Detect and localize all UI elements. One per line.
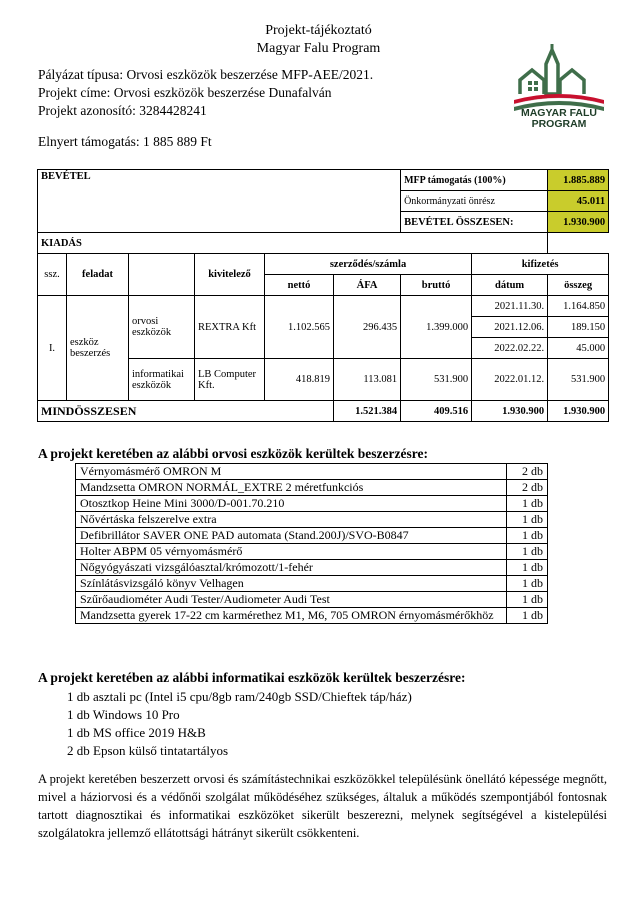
it-devices-list — [67, 688, 412, 760]
project-meta — [38, 66, 373, 120]
item-contractor: LB Computer Kft. — [195, 359, 265, 401]
list-item: 1 db asztali pc (Intel i5 cpu/8gb ram/240gb SSD/Chieftek táp/ház) — [67, 689, 412, 704]
device-name: Vérnyomásmérő OMRON M — [76, 464, 507, 480]
table-row — [76, 560, 548, 576]
grand-total-net: 1.521.384 — [334, 401, 401, 422]
item-category: orvosi eszközök — [129, 296, 195, 359]
finance-table — [37, 169, 609, 422]
device-qty: 1 db — [507, 512, 548, 528]
device-qty: 2 db — [507, 464, 548, 480]
col-brutto: bruttó — [401, 275, 472, 296]
payment-date: 2022.02.22. — [472, 338, 548, 359]
device-qty: 2 db — [507, 480, 548, 496]
village-icon — [514, 44, 604, 111]
device-qty: 1 db — [507, 608, 548, 624]
revenue-row-value: 45.011 — [548, 191, 609, 212]
expense-label: KIADÁS — [38, 233, 548, 254]
col-feladat: feladat — [67, 254, 129, 296]
medical-heading: A projekt keretében az alábbi orvosi eszközök kerültek beszerzésre: — [38, 446, 428, 461]
payment-date: 2021.11.30. — [472, 296, 548, 317]
device-name: Színlátásvizsgáló könyv Velhagen — [76, 576, 507, 592]
item-net: 418.819 — [265, 359, 334, 401]
col-osszeg: összeg — [548, 275, 609, 296]
device-qty: 1 db — [507, 576, 548, 592]
table-row — [76, 464, 548, 480]
medical-devices-table — [75, 463, 548, 624]
table-row — [76, 608, 548, 624]
revenue-row-label: MFP támogatás (100%) — [401, 170, 548, 191]
item-net: 1.102.565 — [265, 296, 334, 359]
header-row-1 — [38, 254, 609, 275]
item-gross: 531.900 — [401, 359, 472, 401]
device-name: Nővértáska felszerelve extra — [76, 512, 507, 528]
awarded-support: Elnyert támogatás: 1 885 889 Ft — [38, 134, 212, 149]
table-row — [76, 576, 548, 592]
project-title: Projekt címe: Orvosi eszközök beszerzése Dunafalván — [38, 85, 332, 100]
logo-line2: PROGRAM — [531, 118, 587, 130]
grand-total-vat: 409.516 — [401, 401, 472, 422]
device-qty: 1 db — [507, 560, 548, 576]
col-netto: nettó — [265, 275, 334, 296]
col-datum: dátum — [472, 275, 548, 296]
col-kivitelezo: kivitelező — [195, 254, 265, 296]
project-id: Projekt azonosító: 3284428241 — [38, 103, 207, 118]
device-qty: 1 db — [507, 496, 548, 512]
item-ssz: I. — [38, 296, 67, 401]
revenue-total-value: 1.930.900 — [548, 212, 609, 233]
payment-amount: 45.000 — [548, 338, 609, 359]
it-heading: A projekt keretében az alábbi informatikai eszközök kerültek beszerzésre: — [38, 670, 466, 685]
revenue-row-value: 1.885.889 — [548, 170, 609, 191]
grand-total-paid: 1.930.900 — [548, 401, 609, 422]
device-name: Otosztkop Heine Mini 3000/D-001.70.210 — [76, 496, 507, 512]
payment-date: 2021.12.06. — [472, 317, 548, 338]
table-row — [76, 592, 548, 608]
device-name: Nőgyógyászati vizsgálóasztal/krómozott/1-fehér — [76, 560, 507, 576]
list-item: 1 db Windows 10 Pro — [67, 707, 180, 722]
table-row — [76, 496, 548, 512]
grand-total-row — [38, 401, 609, 422]
table-row — [76, 512, 548, 528]
payment-amount: 189.150 — [548, 317, 609, 338]
grand-total-gross: 1.930.900 — [472, 401, 548, 422]
col-szerzodes: szerződés/számla — [265, 254, 472, 275]
logo-text — [506, 108, 612, 130]
payment-amount: 531.900 — [548, 359, 609, 401]
program-name: Magyar Falu Program — [256, 41, 381, 56]
grand-total-label: MINDÖSSZESEN — [38, 401, 334, 422]
device-qty: 1 db — [507, 544, 548, 560]
item-category: informatikai eszközök — [129, 359, 195, 401]
document-title: Projekt-tájékoztató — [265, 23, 372, 38]
device-name: Mandzsetta OMRON NORMÁL_EXTRE 2 méretfunkciós — [76, 480, 507, 496]
device-name: Mandzsetta gyerek 17-22 cm karmérethez M1, M6, 705 OMRON érnyomásmérőkhöz — [76, 608, 507, 624]
col-ssz: ssz. — [38, 254, 67, 296]
summary-paragraph: A projekt keretében beszerzett orvosi és számítástechnikai eszközökkel településünk önellátó képessége megnőtt, mivel a háziorvosi és a védőnői szolgálat működéséhez szükséges, általuk a működés szempontjából fontosnak tartott diagnosztikai és informatikai eszközöket sikerült beszerezni, melynek segítségével a kistelepülési szolgálatokra jellemző ellátottsági hátrányt sikerült csökkenteni. — [38, 772, 607, 840]
revenue-row-1 — [38, 170, 609, 191]
revenue-row-label: Önkormányzati önrész — [401, 191, 548, 212]
device-qty: 1 db — [507, 592, 548, 608]
table-row — [38, 296, 609, 317]
item-vat: 113.081 — [334, 359, 401, 401]
list-item: 1 db MS office 2019 H&B — [67, 725, 206, 740]
payment-date: 2022.01.12. — [472, 359, 548, 401]
item-vat: 296.435 — [334, 296, 401, 359]
item-contractor: REXTRA Kft — [195, 296, 265, 359]
logo-line1: MAGYAR FALU — [520, 107, 598, 119]
table-row — [76, 544, 548, 560]
revenue-label: BEVÉTEL — [38, 170, 401, 233]
table-row — [76, 528, 548, 544]
device-qty: 1 db — [507, 528, 548, 544]
col-kifizetes: kifizetés — [472, 254, 609, 275]
device-name: Szűrőaudiométer Audi Tester/Audiometer Audi Test — [76, 592, 507, 608]
payment-amount: 1.164.850 — [548, 296, 609, 317]
device-name: Holter ABPM 05 vérnyomásmérő — [76, 544, 507, 560]
table-row — [76, 480, 548, 496]
item-task: eszköz beszerzés — [67, 296, 129, 401]
revenue-total-label: BEVÉTEL ÖSSZESEN: — [401, 212, 548, 233]
expense-label-row — [38, 233, 609, 254]
col-afa: ÁFA — [334, 275, 401, 296]
item-gross: 1.399.000 — [401, 296, 472, 359]
list-item: 2 db Epson külső tintatartályos — [67, 743, 229, 758]
application-type: Pályázat típusa: Orvosi eszközök beszerzése MFP-AEE/2021. — [38, 67, 374, 82]
device-name: Defibrillátor SAVER ONE PAD automata (Stand.200J)/SVO-B0847 — [76, 528, 507, 544]
